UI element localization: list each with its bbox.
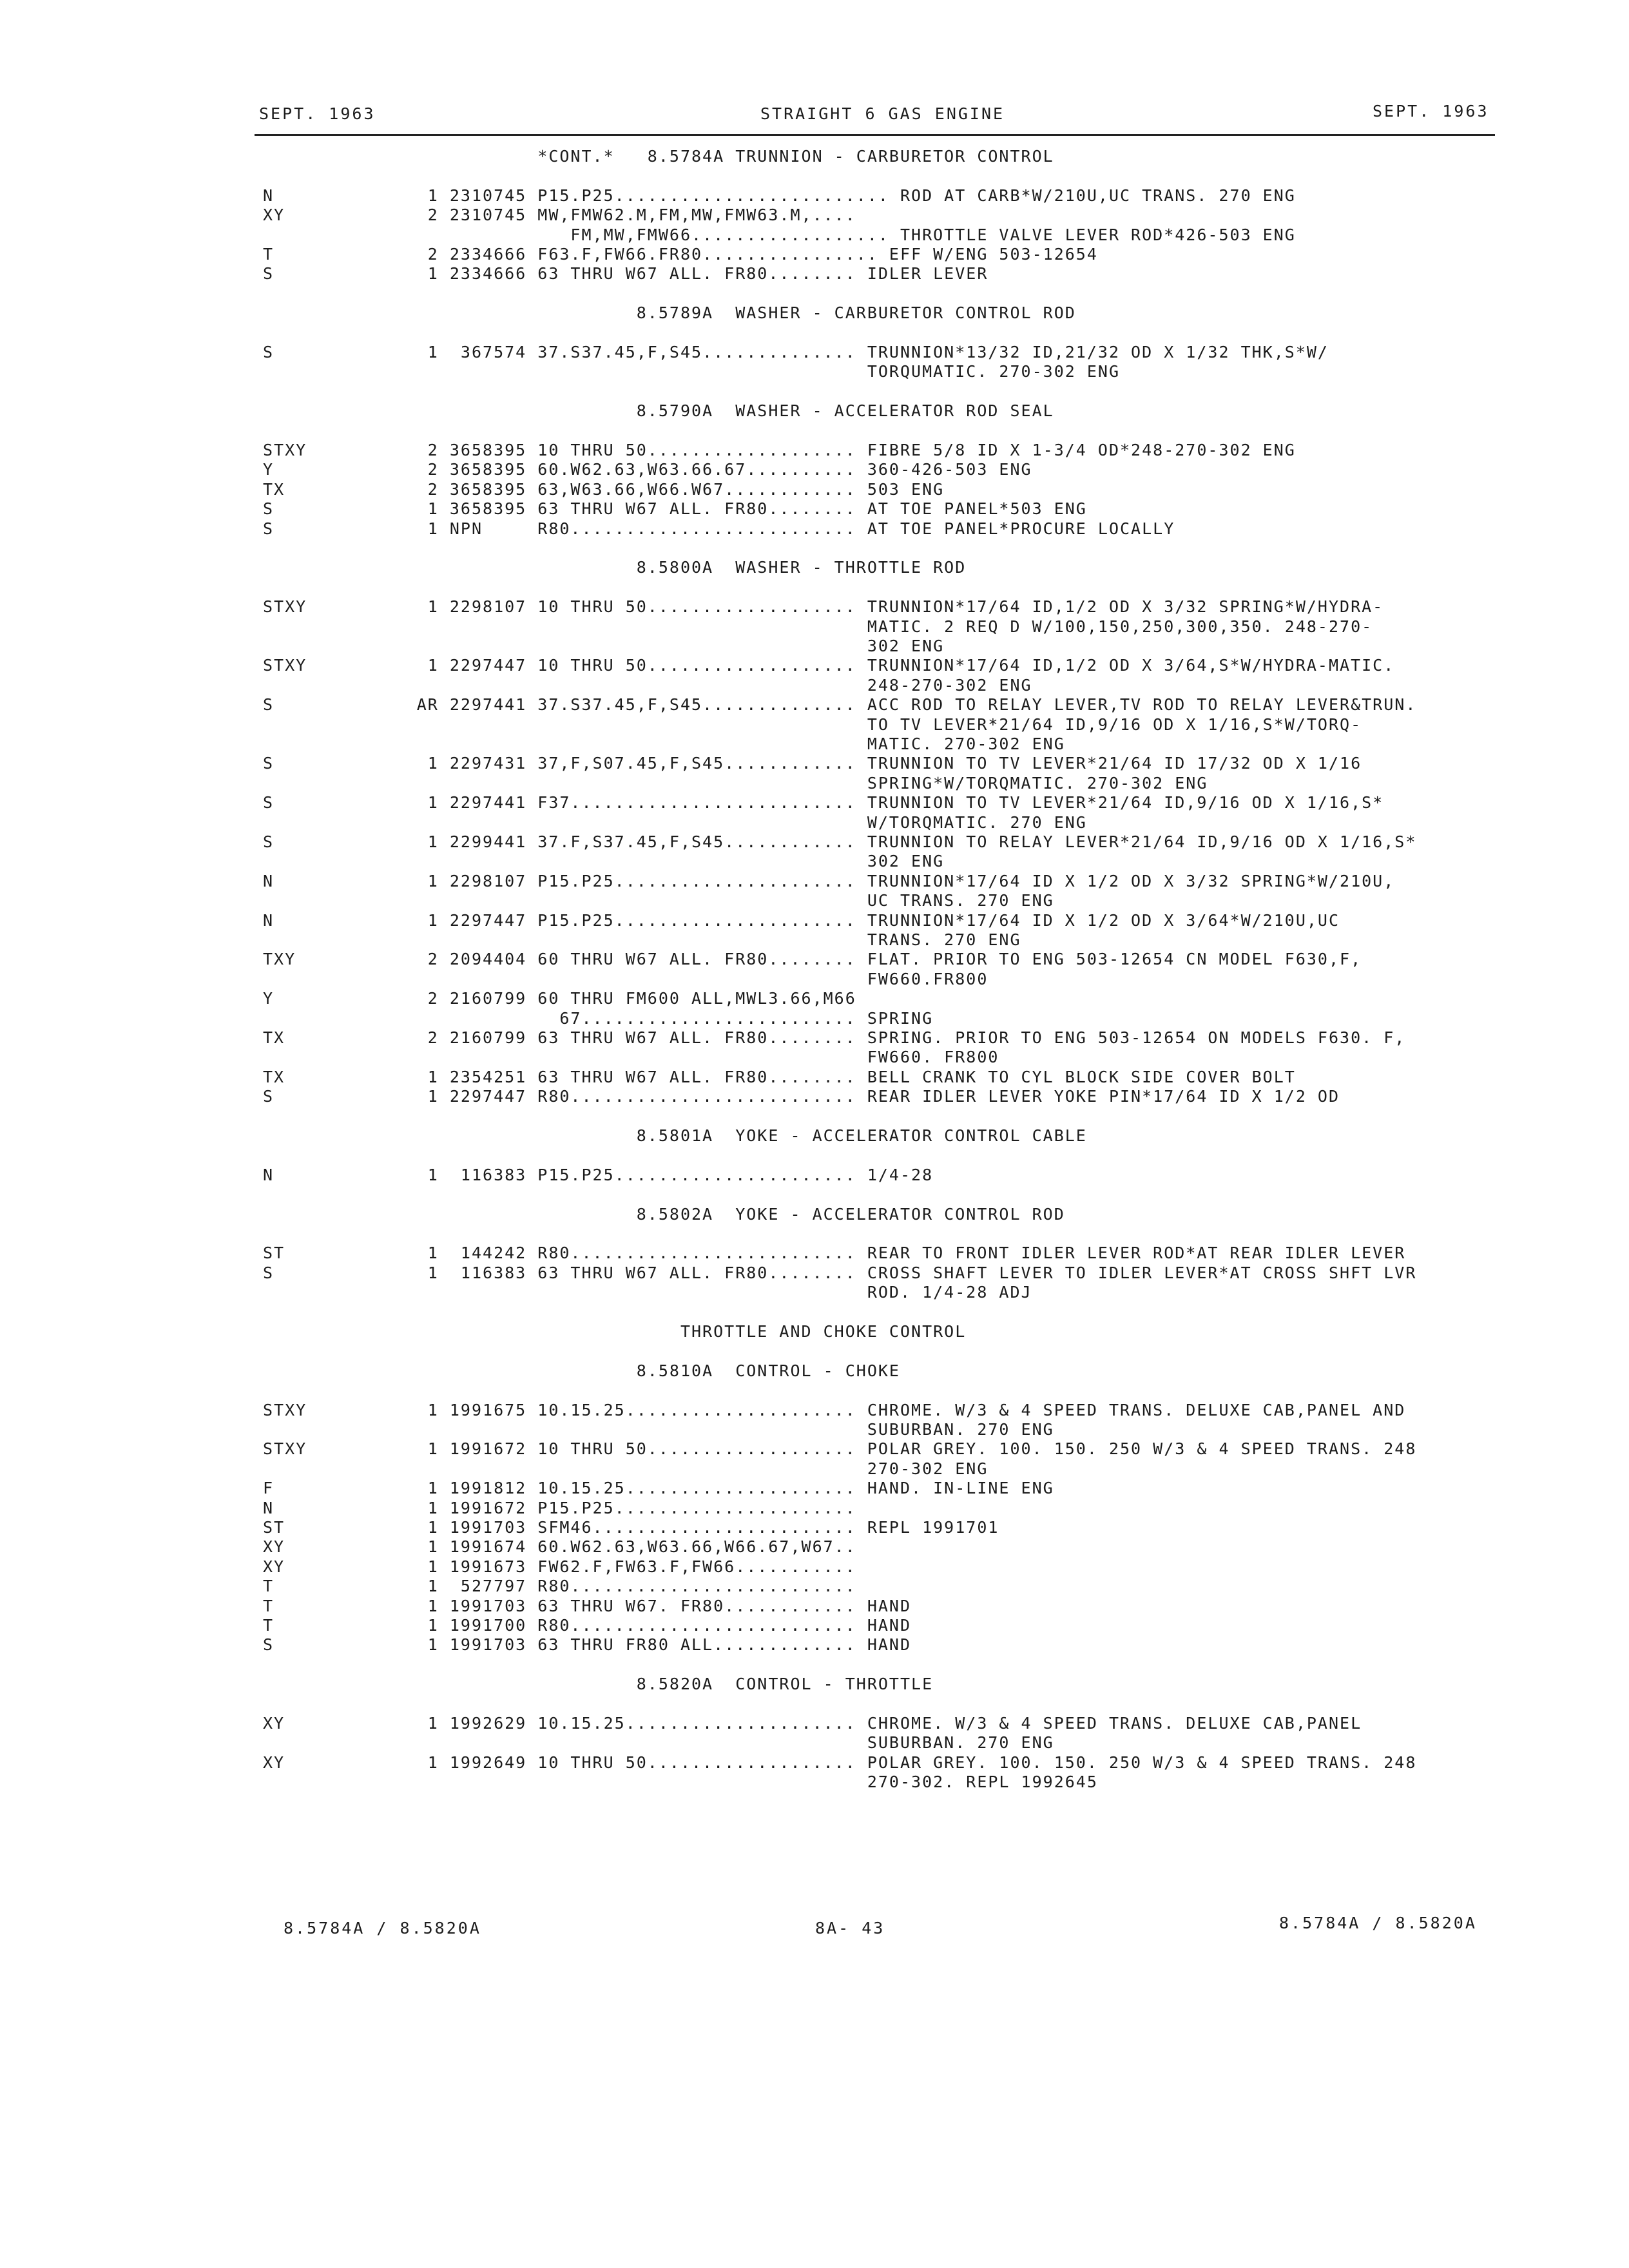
text-line: STXY 1 1991672 10 THRU 50................... POLAR GREY. 100. 150. 250 W/3 & 4 SPEED TRANS. 248	[263, 1439, 1417, 1459]
text-line: TX 2 3658395 63,W63.66,W66.W67............ 503 ENG	[263, 479, 945, 499]
text-line: TORQUMATIC. 270-302 ENG	[263, 362, 1120, 381]
text-line: STXY 2 3658395 10 THRU 50................... FIBRE 5/8 ID X 1-3/4 OD*248-270-302 ENG	[263, 441, 1296, 459]
text-line: T 1 1991703 63 THRU W67. FR80............ HAND	[263, 1596, 912, 1615]
text-line: SUBURBAN. 270 ENG	[263, 1420, 1054, 1439]
text-line: SPRING*W/TORQMATIC. 270-302 ENG	[263, 773, 1208, 793]
text-line: Y 2 2160799 60 THRU FM600 ALL,MWL3.66,M66	[263, 989, 856, 1008]
text-line: F 1 1991812 10.15.25..................... HAND. IN-LINE ENG	[263, 1479, 1054, 1498]
text-line: TX 2 2160799 63 THRU W67 ALL. FR80........ SPRING. PRIOR TO ENG 503-12654 ON MODELS F630. F,	[263, 1028, 1406, 1047]
text-line: S 1 NPN R80.......................... AT TOE PANEL*PROCURE LOCALLY	[263, 519, 1175, 538]
text-line: 270-302. REPL 1992645	[263, 1773, 1098, 1792]
footer-page-number: 8A- 43	[815, 1919, 885, 1937]
text-line: Y 2 3658395 60.W62.63,W63.66.67.......... 360-426-503 ENG	[263, 460, 1032, 479]
text-line: THROTTLE AND CHOKE CONTROL	[263, 1322, 967, 1341]
text-line: 302 ENG	[263, 852, 945, 871]
text-line: N 1 2298107 P15.P25...................... TRUNNION*17/64 ID X 1/2 OD X 3/32 SPRING*W/210U,	[263, 871, 1395, 890]
text-line: N 1 2297447 P15.P25...................... TRUNNION*17/64 ID X 1/2 OD X 3/64*W/210U,UC	[263, 910, 1340, 930]
text-line: TRANS. 270 ENG	[263, 930, 1021, 949]
text-line: S 1 2299441 37.F,S37.45,F,S45............ TRUNNION TO RELAY LEVER*21/64 ID,9/16 OD X 1/16,S*	[263, 832, 1417, 851]
text-line: TXY 2 2094404 60 THRU W67 ALL. FR80........ FLAT. PRIOR TO ENG 503-12654 CN MODEL F630,F,	[263, 950, 1362, 969]
text-line: STXY 1 2297447 10 THRU 50................... TRUNNION*17/64 ID,1/2 OD X 3/64,S*W/HYDRA-MATIC.	[263, 656, 1395, 675]
text-line: FW660. FR800	[263, 1048, 999, 1067]
text-line: STXY 1 1991675 10.15.25..................... CHROME. W/3 & 4 SPEED TRANS. DELUXE CAB,PANEL AND	[263, 1400, 1406, 1419]
text-line: MATIC. 270-302 ENG	[263, 735, 1065, 753]
text-line: S 1 2297431 37,F,S07.45,F,S45............ TRUNNION TO TV LEVER*21/64 ID 17/32 OD X 1/16	[263, 754, 1362, 773]
header-rule	[255, 134, 1495, 136]
header-right-date: SEPT. 1963	[1373, 102, 1489, 120]
header-left-date: SEPT. 1963	[259, 104, 376, 123]
text-line: *CONT.* 8.5784A TRUNNION - CARBURETOR CONTROL	[263, 147, 1054, 166]
text-line: S 1 2297441 F37.......................... TRUNNION TO TV LEVER*21/64 ID,9/16 OD X 1/16,S*	[263, 793, 1384, 812]
text-line: N 1 1991672 P15.P25......................	[263, 1498, 856, 1517]
text-line: 8.5789A WASHER - CARBURETOR CONTROL ROD	[263, 303, 1076, 323]
text-line: S 1 1991703 63 THRU FR80 ALL............. HAND	[263, 1635, 912, 1655]
text-line: W/TORQMATIC. 270 ENG	[263, 812, 1087, 832]
text-line: TX 1 2354251 63 THRU W67 ALL. FR80........ BELL CRANK TO CYL BLOCK SIDE COVER BOLT	[263, 1067, 1296, 1086]
text-line: S 1 2297447 R80.......................... REAR IDLER LEVER YOKE PIN*17/64 ID X 1/2 OD	[263, 1087, 1340, 1106]
text-line: 8.5800A WASHER - THROTTLE ROD	[263, 558, 967, 577]
text-line: XY 1 1992649 10 THRU 50................... POLAR GREY. 100. 150. 250 W/3 & 4 SPEED TRANS. 248	[263, 1753, 1417, 1772]
text-line: S 1 367574 37.S37.45,F,S45.............. TRUNNION*13/32 ID,21/32 OD X 1/32 THK,S*W/	[263, 343, 1329, 361]
text-line: 8.5820A CONTROL - THROTTLE	[263, 1675, 934, 1694]
text-line: T 1 527797 R80..........................	[263, 1577, 856, 1596]
text-line: SUBURBAN. 270 ENG	[263, 1733, 1054, 1753]
text-line: FW660.FR800	[263, 969, 988, 988]
text-line: 8.5802A YOKE - ACCELERATOR CONTROL ROD	[263, 1204, 1065, 1224]
text-line: 8.5801A YOKE - ACCELERATOR CONTROL CABLE	[263, 1126, 1087, 1145]
text-line: UC TRANS. 270 ENG	[263, 891, 1054, 910]
text-line: 302 ENG	[263, 637, 945, 655]
text-line: T 2 2334666 F63.F,FW66.FR80................ EFF W/ENG 503-12654	[263, 245, 1098, 264]
text-line: ST 1 144242 R80.......................... REAR TO FRONT IDLER LEVER ROD*AT REAR IDLER LEVER	[263, 1244, 1406, 1263]
header-title: STRAIGHT 6 GAS ENGINE	[760, 104, 1005, 123]
text-line: S AR 2297441 37.S37.45,F,S45.............. ACC ROD TO RELAY LEVER,TV ROD TO RELAY LEVER&TRUN.	[263, 695, 1417, 715]
text-line: XY 1 1991674 60.W62.63,W63.66,W66.67,W67..	[263, 1537, 856, 1557]
text-line: XY 2 2310745 MW,FMW62.M,FM,MW,FMW63.M,....	[263, 206, 856, 225]
text-line: ST 1 1991703 SFM46........................ REPL 1991701	[263, 1518, 999, 1537]
text-line: XY 1 1992629 10.15.25..................... CHROME. W/3 & 4 SPEED TRANS. DELUXE CAB,PANEL	[263, 1714, 1362, 1733]
text-line: 8.5810A CONTROL - CHOKE	[263, 1361, 900, 1380]
text-line: S 1 3658395 63 THRU W67 ALL. FR80........ AT TOE PANEL*503 ENG	[263, 499, 1087, 519]
text-line: ROD. 1/4-28 ADJ	[263, 1283, 1032, 1302]
text-line: T 1 1991700 R80.......................... HAND	[263, 1616, 912, 1635]
text-line: 248-270-302 ENG	[263, 675, 1032, 695]
text-line: S 1 116383 63 THRU W67 ALL. FR80........ CROSS SHAFT LEVER TO IDLER LEVER*AT CROSS SHFT LVR	[263, 1263, 1417, 1282]
text-line: XY 1 1991673 FW62.F,FW63.F,FW66...........	[263, 1557, 856, 1576]
footer-left: 8.5784A / 8.5820A	[284, 1919, 481, 1937]
footer-right: 8.5784A / 8.5820A	[1279, 1914, 1477, 1932]
text-line: MATIC. 2 REQ D W/100,150,250,300,350. 248-270-	[263, 617, 1373, 636]
text-line: STXY 1 2298107 10 THRU 50................... TRUNNION*17/64 ID,1/2 OD X 3/32 SPRING*W/HYDRA-	[263, 597, 1384, 617]
text-line: 67......................... SPRING	[263, 1008, 934, 1028]
text-line: FM,MW,FMW66.................. THROTTLE VALVE LEVER ROD*426-503 ENG	[263, 225, 1296, 244]
text-line: S 1 2334666 63 THRU W67 ALL. FR80........ IDLER LEVER	[263, 264, 988, 284]
text-line: 8.5790A WASHER - ACCELERATOR ROD SEAL	[263, 401, 1054, 421]
text-line: N 1 2310745 P15.P25......................... ROD AT CARB*W/210U,UC TRANS. 270 ENG	[263, 186, 1296, 205]
text-line: N 1 116383 P15.P25...................... 1/4-28	[263, 1165, 934, 1184]
text-line: TO TV LEVER*21/64 ID,9/16 OD X 1/16,S*W/TORQ-	[263, 715, 1362, 734]
text-line: 270-302 ENG	[263, 1459, 988, 1478]
